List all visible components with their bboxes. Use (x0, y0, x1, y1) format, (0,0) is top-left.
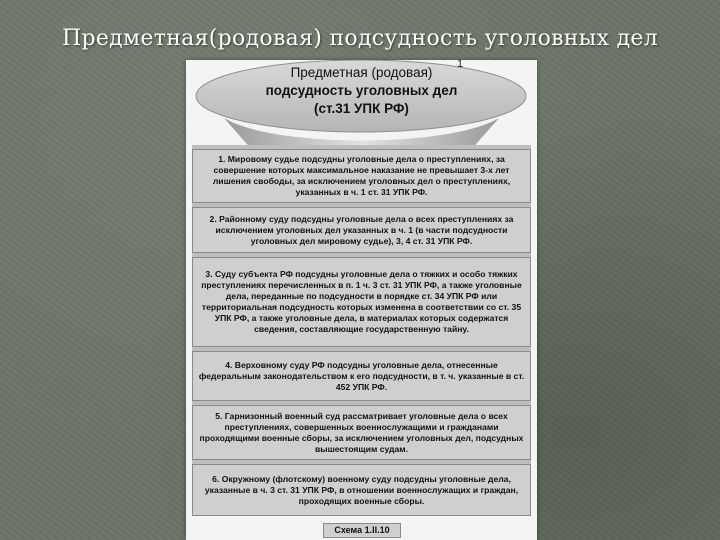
scheme-item-4: 4. Верховному суду РФ подсудны уголовные дела, отнесенные федеральным законодательством к его подсудности, в т. ч. указанные в ст. 452 УПК РФ. (192, 351, 531, 401)
scheme-figure (186, 60, 537, 540)
scheme-item-6: 6. Окружному (флотскому) военному суду подсудны уголовные дела, указанные в ч. 3 ст. 31 УПК РФ, в отношении военнослужащих и граждан, проходящих военные сборы. (192, 464, 531, 516)
header-title-line2: подсудность уголовных дел (265, 83, 458, 98)
footnote-mark: 1 (457, 60, 464, 70)
header-title-line1: Предметная (родовая) (290, 65, 433, 80)
slide-title: Предметная(родовая) подсудность уголовных дел (61, 26, 659, 51)
scheme-caption: Схема 1.II.10 (323, 523, 401, 538)
header-title-line3: (ст.31 УПК РФ) (314, 101, 409, 116)
scheme-item-3: 3. Суду субъекта РФ подсудны уголовные дела о тяжких и особо тяжких преступлениях перечисленных в п. 1 ч. 3 ст. 31 УПК РФ, а также уголовные дела, переданные по подсудности в порядке ст. 34 УПК РФ или территориальная подсудность которых изменена в соответствии со ст. 35 УПК РФ, а также уголовные дела, в материалах которых содержатся сведения, составляющие государственную тайну. (192, 257, 531, 347)
scheme-item-2: 2. Районному суду подсудны уголовные дела о всех преступлениях за исключением уголовных дел указанных в ч. 1 (в части подсудности уголовных дел мировому судье), 3, 4 ст. 31 УПК РФ. (192, 207, 531, 253)
scheme-item-1: 1. Мировому судье подсудны уголовные дела о преступлениях, за совершение которых максимальное наказание не превышает 3-х лет лишения свободы, за исключением уголовных дел о преступлениях, указанных в ч. 1 ст. 31 УПК РФ. (192, 149, 531, 203)
scheme-item-5: 5. Гарнизонный военный суд рассматривает уголовные дела о всех преступлениях, совершенных военнослужащими и гражданами проходящими военные сборы, за исключением уголовных дел, подсудных вышестоящим судам. (192, 405, 531, 460)
